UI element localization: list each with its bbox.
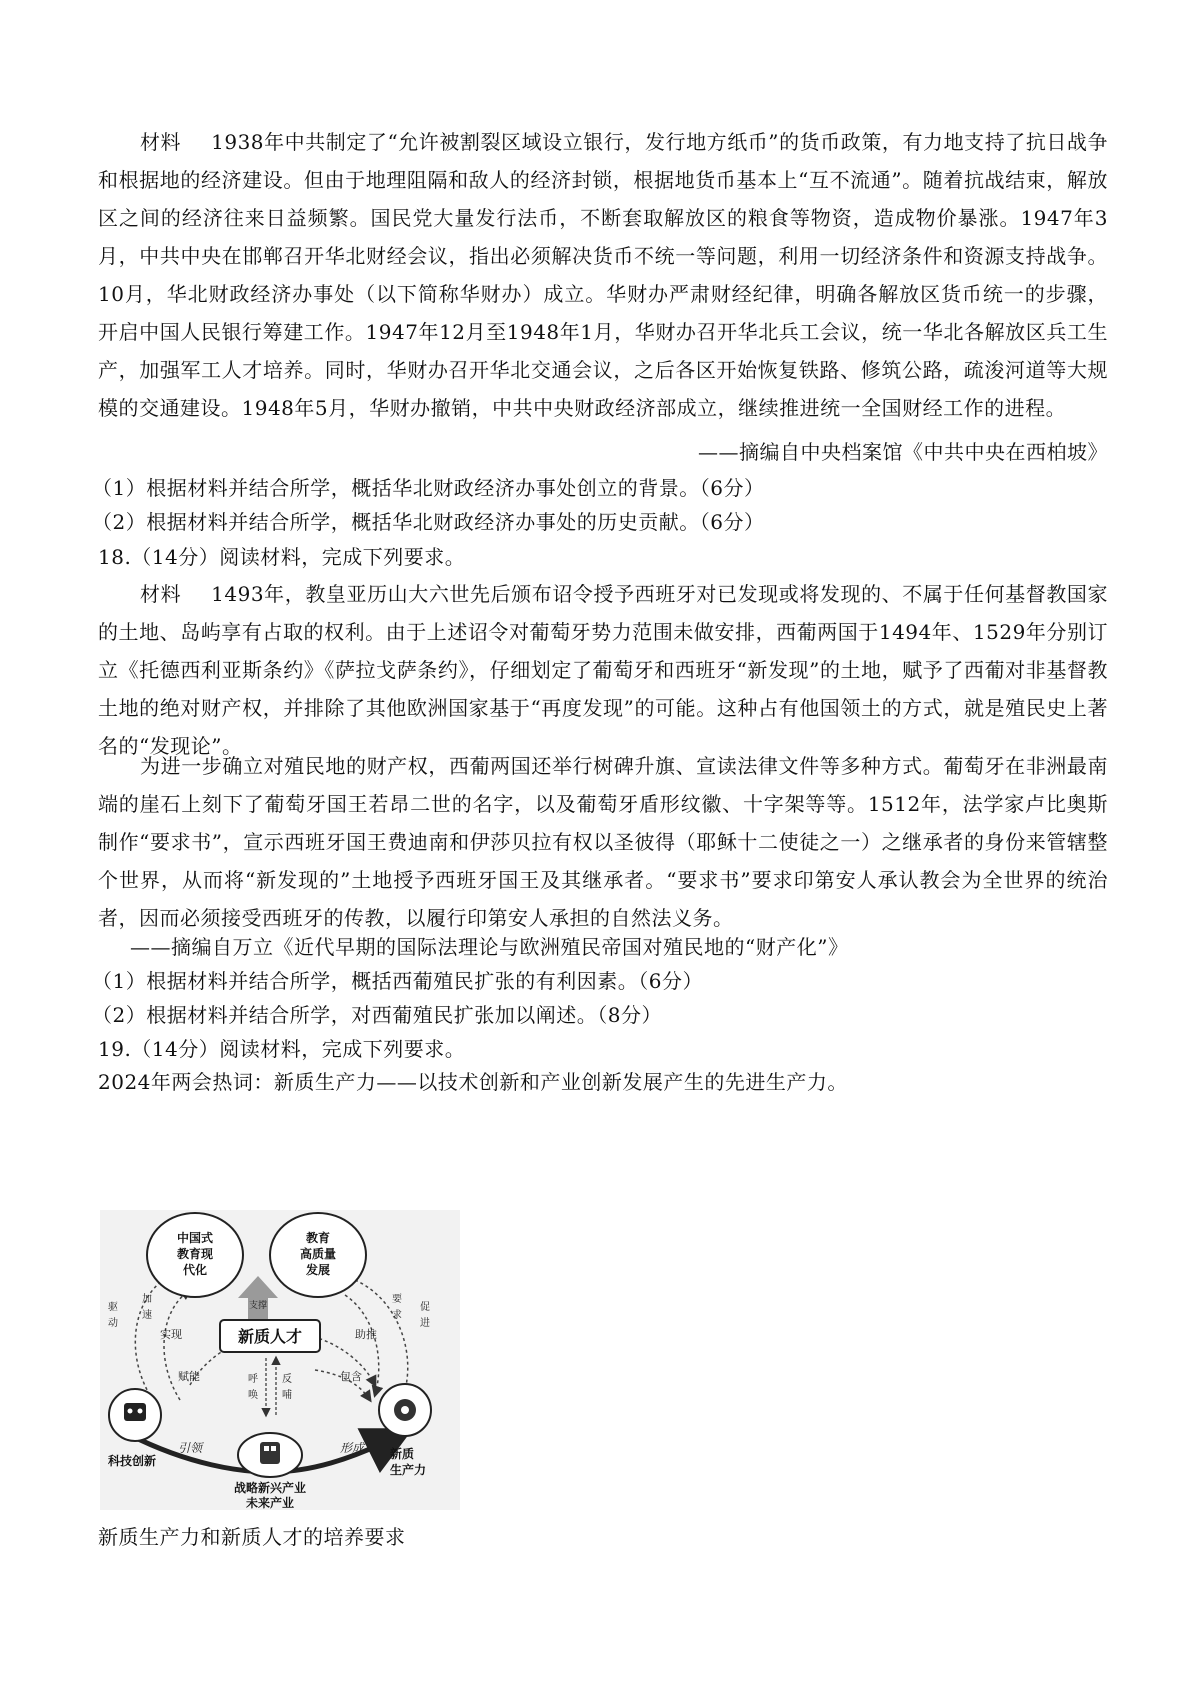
factory-icon bbox=[260, 1442, 280, 1464]
material-18-paragraph-1 bbox=[98, 575, 1108, 765]
new-productivity-line-1: 新质 bbox=[390, 1447, 415, 1461]
material-18-source: ——摘编自万立《近代早期的国际法理论与欧洲殖民帝国对殖民地的“财产化”》 bbox=[130, 935, 849, 959]
realize-label: 实现 bbox=[160, 1328, 182, 1341]
form-label: 形成 bbox=[340, 1441, 365, 1455]
feedback-label-2: 哺 bbox=[282, 1390, 292, 1401]
question-19-heading: 19.（14分）阅读材料，完成下列要求。 bbox=[98, 1037, 466, 1061]
material-label: 材料 bbox=[140, 582, 182, 606]
industry-line-2: 未来产业 bbox=[245, 1496, 295, 1510]
material-18-text-1: 1493年，教皇亚历山大六世先后颁布诏令授予西班牙对已发现或将发现的、不属于任何基督教国家的土地、岛屿享有占取的权利。由于上述诏令对葡萄牙势力范围未做安排，西葡两国于1494年、1529年分别订立《托德西利亚斯条约》《萨拉戈萨条约》，仔细划定了葡萄牙和西班牙“新发现”的土地，赋予了西葡对非基督教土地的绝对财产权，并排除了其他欧洲国家基于“再度发现”的可能。这种占有他国领土的方式，就是殖民史上著名的“发现论”。 bbox=[98, 582, 1108, 758]
new-productivity-line-2: 生产力 bbox=[390, 1463, 427, 1477]
lead-label: 引领 bbox=[178, 1441, 203, 1455]
modernization-line-1: 中国式 bbox=[176, 1231, 214, 1245]
question-18-heading: 18.（14分）阅读材料，完成下列要求。 bbox=[98, 545, 466, 569]
promote-label-1: 促 bbox=[420, 1302, 430, 1313]
material-17-text: 1938年中共制定了“允许被割裂区域设立银行，发行地方纸币”的货币政策，有力地支持了抗日战争和根据地的经济建设。但由于地理阻隔和敌人的经济封锁，根据地货币基本上“互不流通”。随着抗战结束，解放区之间的经济往来日益频繁。国民党大量发行法币，不断套取解放区的粮食等物资，造成物价暴涨。1947年3月，中共中央在邯郸召开华北财经会议，指出必须解决货币不统一等问题，利用一切经济条件和资源支持战争。10月，华北财政经济办事处（以下简称华财办）成立。华财办严肃财经纪律，明确各解放区货币统一的步骤，开启中国人民银行筹建工作。1947年12月至1948年1月，华财办召开华北兵工会议，统一华北各解放区兵工生产，加强军工人才培养。同时，华财办召开华北交通会议，之后各区开始恢复铁路、修筑公路，疏浚河道等大规模的交通建设。1948年5月，华财办撤销，中共中央财政经济部成立，继续推进统一全国财经工作的进程。 bbox=[98, 130, 1108, 420]
factory-window-icon bbox=[264, 1446, 269, 1451]
drive-label-2: 动 bbox=[108, 1318, 118, 1329]
diagram-caption: 新质生产力和新质人才的培养要求 bbox=[98, 1525, 406, 1549]
material-label: 材料 bbox=[140, 130, 182, 154]
question-18-2: （2）根据材料并结合所学，对西葡殖民扩张加以阐述。（8分） bbox=[92, 1003, 662, 1027]
tech-label: 科技创新 bbox=[108, 1454, 157, 1468]
robot-eye-icon bbox=[128, 1409, 133, 1414]
call-label-1: 呼 bbox=[248, 1374, 258, 1385]
gear-hub-icon bbox=[401, 1406, 409, 1414]
material-17-source: ——摘编自中央档案馆《中共中央在西柏坡》 bbox=[698, 440, 1108, 464]
empower-label: 赋能 bbox=[178, 1370, 200, 1383]
feedback-label-1: 反 bbox=[282, 1374, 292, 1385]
question-17-2: （2）根据材料并结合所学，概括华北财政经济办事处的历史贡献。（6分） bbox=[92, 510, 765, 534]
question-18-1: （1）根据材料并结合所学，概括西葡殖民扩张的有利因素。（6分） bbox=[92, 969, 703, 993]
drive-label-1: 驱 bbox=[108, 1302, 118, 1313]
question-19-intro: 2024年两会热词：新质生产力——以技术创新和产业创新发展产生的先进生产力。 bbox=[98, 1070, 848, 1094]
quality-line-1: 教育 bbox=[305, 1231, 331, 1245]
accelerate-label-1: 加 bbox=[142, 1294, 152, 1305]
modernization-line-3: 代化 bbox=[182, 1263, 208, 1277]
industry-line-1: 战略新兴产业 bbox=[233, 1481, 307, 1495]
question-17-1: （1）根据材料并结合所学，概括华北财政经济办事处创立的背景。（6分） bbox=[92, 476, 765, 500]
include-label: 包含 bbox=[340, 1370, 362, 1383]
accelerate-label-2: 速 bbox=[142, 1310, 152, 1321]
call-label-2: 唤 bbox=[248, 1390, 258, 1401]
talent-diagram-svg bbox=[100, 1210, 460, 1510]
require-label-1: 要 bbox=[392, 1294, 402, 1305]
modernization-line-2: 教育现 bbox=[176, 1247, 214, 1261]
factory-window-icon bbox=[271, 1446, 276, 1451]
new-talent-label: 新质人才 bbox=[237, 1327, 303, 1346]
quality-line-2: 高质量 bbox=[299, 1247, 337, 1261]
robot-icon bbox=[124, 1403, 146, 1421]
talent-diagram bbox=[100, 1210, 460, 1510]
boost-label: 助推 bbox=[355, 1328, 377, 1341]
material-17-paragraph bbox=[98, 123, 1108, 427]
promote-label-2: 进 bbox=[420, 1318, 430, 1329]
material-18-paragraph-2: 为进一步确立对殖民地的财产权，西葡两国还举行树碑升旗、宣读法律文件等多种方式。葡萄牙在非洲最南端的崖石上刻下了葡萄牙国王若昂二世的名字，以及葡萄牙盾形纹徽、十字架等等。1512年，法学家卢比奥斯制作“要求书”，宣示西班牙国王费迪南和伊莎贝拉有权以圣彼得（耶稣十二使徒之一）之继承者的身份来管辖整个世界，从而将“新发现的”土地授予西班牙国王及其继承者。“要求书”要求印第安人承认教会为全世界的统治者，因而必须接受西班牙的传教，以履行印第安人承担的自然法义务。 bbox=[98, 754, 1108, 930]
quality-line-3: 发展 bbox=[305, 1263, 331, 1277]
support-label: 支撑 bbox=[248, 1301, 268, 1311]
require-label-2: 求 bbox=[392, 1310, 402, 1321]
robot-eye-icon bbox=[138, 1409, 143, 1414]
